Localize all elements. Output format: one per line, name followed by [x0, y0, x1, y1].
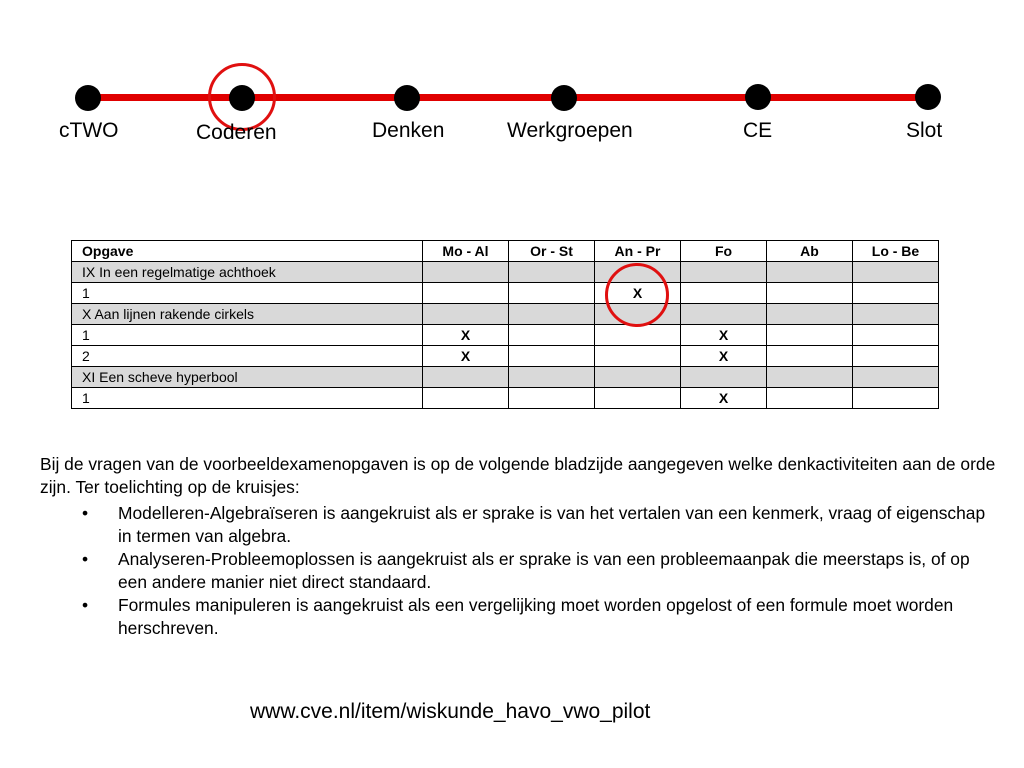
opgave-cell: IX In een regelmatige achthoek [72, 262, 423, 283]
opgaven-table [71, 240, 939, 409]
table-cell [767, 325, 853, 346]
table-cell [423, 304, 509, 325]
table-cell [767, 346, 853, 367]
timeline-label-coderen: Coderen [196, 121, 277, 144]
table-row [72, 304, 939, 325]
table-cell [853, 388, 939, 409]
table-cell [767, 388, 853, 409]
table-row [72, 325, 939, 346]
list-item [40, 548, 1000, 594]
table-cell [595, 325, 681, 346]
table-row [72, 283, 939, 304]
timeline-dot-werkgroepen [551, 85, 577, 111]
timeline-label-ctwo: cTWO [59, 119, 119, 142]
table-cell [509, 325, 595, 346]
table-header-row [72, 241, 939, 262]
table-cell [509, 283, 595, 304]
table-cell [423, 283, 509, 304]
table-cell [767, 262, 853, 283]
bullet-marker: • [82, 549, 89, 569]
column-header: Mo - Al [423, 241, 509, 262]
bullet-marker: • [82, 595, 89, 615]
table-cell [853, 346, 939, 367]
opgave-cell: 1 [72, 325, 423, 346]
timeline-label-slot: Slot [906, 119, 943, 142]
list-item [40, 502, 1000, 548]
table-cell [681, 304, 767, 325]
table-cell [681, 283, 767, 304]
column-header: Ab [767, 241, 853, 262]
table-cell [853, 325, 939, 346]
intro-paragraph: Bij de vragen van de voorbeeldexamenopgaven is op de volgende bladzijde aangegeven welke denkactiviteiten aan de orde zijn. Ter toelichting op de kruisjes: [40, 454, 996, 497]
table-cell [767, 304, 853, 325]
table-cell [853, 262, 939, 283]
opgave-cell: 1 [72, 283, 423, 304]
opgave-cell: X Aan lijnen rakende cirkels [72, 304, 423, 325]
bullet-marker: • [82, 503, 89, 523]
table-row [72, 346, 939, 367]
table-cell [853, 283, 939, 304]
timeline-dot-slot [915, 84, 941, 110]
table-cell [423, 262, 509, 283]
table-cell [853, 367, 939, 388]
table-cell [595, 346, 681, 367]
column-header: Opgave [72, 241, 423, 262]
table-row [72, 262, 939, 283]
table-cell [509, 388, 595, 409]
table-row [72, 367, 939, 388]
table-cell [767, 283, 853, 304]
table-cell: X [595, 283, 681, 304]
table-cell [509, 304, 595, 325]
column-header: An - Pr [595, 241, 681, 262]
opgave-cell: XI Een scheve hyperbool [72, 367, 423, 388]
column-header: Or - St [509, 241, 595, 262]
table-highlight-circle [605, 263, 669, 327]
opgave-cell: 1 [72, 388, 423, 409]
opgave-cell: 2 [72, 346, 423, 367]
column-header: Fo [681, 241, 767, 262]
table-cell: X [681, 346, 767, 367]
table-cell [681, 367, 767, 388]
table-cell: X [681, 325, 767, 346]
bullet-list [40, 502, 1000, 640]
table-cell: X [423, 325, 509, 346]
timeline-label-denken: Denken [372, 119, 445, 142]
table-cell [423, 367, 509, 388]
table-cell [853, 304, 939, 325]
table-cell [509, 262, 595, 283]
list-item-text: Analyseren-Probleemoplossen is aangekruist als er sprake is van een probleemaanpak die meerstaps is, of op een andere manier niet direct standaard. [118, 549, 970, 592]
timeline-label-werkgroepen: Werkgroepen [507, 119, 633, 142]
timeline-dot-ctwo [75, 85, 101, 111]
column-header: Lo - Be [853, 241, 939, 262]
table-cell [509, 346, 595, 367]
source-url[interactable]: www.cve.nl/item/wiskunde_havo_vwo_pilot [250, 700, 651, 723]
table-cell [595, 367, 681, 388]
timeline-dot-denken [394, 85, 420, 111]
list-item-text: Modelleren-Algebraïseren is aangekruist als er sprake is van het vertalen van een kenmerk, vraag of eigenschap in termen van algebra. [118, 503, 986, 546]
timeline-dot-ce [745, 84, 771, 110]
timeline-label-ce: CE [743, 119, 773, 142]
table-cell [509, 367, 595, 388]
list-item-text: Formules manipuleren is aangekruist als een vergelijking moet worden opgelost of een formule moet worden herschreven. [118, 595, 954, 638]
list-item [40, 594, 1000, 640]
table-row [72, 388, 939, 409]
table-cell [595, 388, 681, 409]
table-cell [681, 262, 767, 283]
table-cell: X [423, 346, 509, 367]
table-cell [423, 388, 509, 409]
table-cell [767, 367, 853, 388]
table-cell: X [681, 388, 767, 409]
